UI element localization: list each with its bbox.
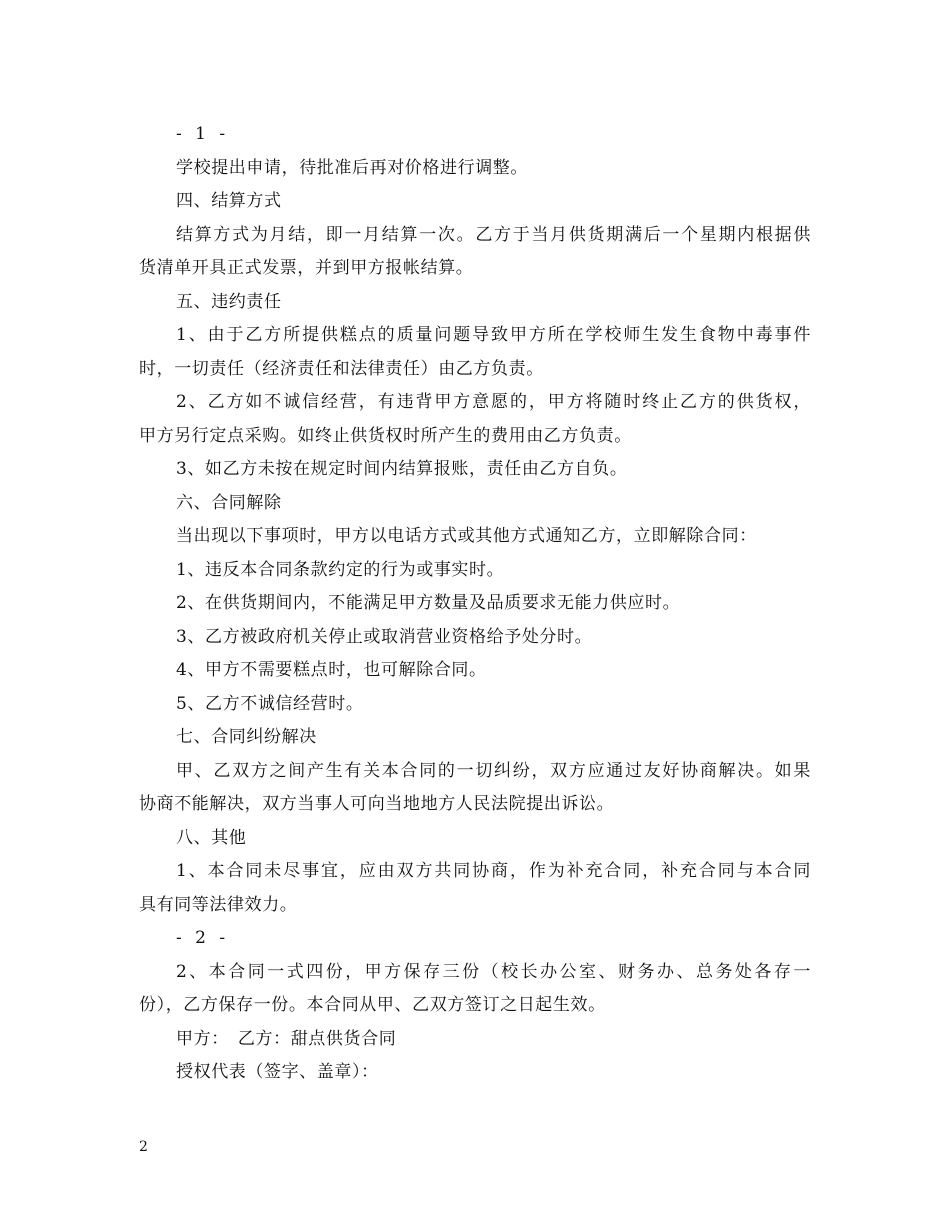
footer-page-number: 2 — [139, 1139, 148, 1155]
text-line: 八、其他 — [176, 827, 247, 848]
text-line: 结算方式为月结，即一月结算一次。乙方于当月供货期满后一个星期内根据供 — [176, 224, 811, 245]
text-line: 四、结算方式 — [176, 191, 282, 211]
text-line: 份），乙方保存一份。本合同从甲、乙双方签订之日起生效。 — [139, 995, 606, 1015]
text-line: 2、在供货期间内，不能满足甲方数量及品质要求无能力供应时。 — [176, 593, 681, 613]
text-line: 甲方另行定点采购。如终止供货权时所产生的费用由乙方负责。 — [139, 425, 632, 446]
text-line: 2、本合同一式四份，甲方保存三份（校长办公室、财务办、总务处各存一 — [176, 961, 811, 982]
text-line: 具有同等法律效力。 — [139, 894, 298, 915]
text-line: 甲方： 乙方：甜点供货合同 — [176, 1028, 397, 1049]
text-line: 2、乙方如不诚信经营，有违背甲方意愿的，甲方将随时终止乙方的供货权， — [176, 392, 811, 412]
text-line: 当出现以下事项时，甲方以电话方式或其他方式通知乙方，立即解除合同： — [176, 526, 757, 546]
text-line: 1、由于乙方所提供糕点的质量问题导致甲方所在学校师生发生食物中毒事件 — [176, 325, 811, 345]
text-line: 货清单开具正式发票，并到甲方报帐结算。 — [139, 258, 474, 278]
text-line: 4、甲方不需要糕点时，也可解除合同。 — [176, 660, 487, 680]
text-line: 1、本合同未尽事宜，应由双方共同协商，作为补充合同，补充合同与本合同 — [176, 861, 811, 881]
text-line: 1、违反本合同条款约定的行为或事实时。 — [176, 559, 505, 580]
page-marker: - 1 - — [176, 124, 230, 144]
text-line: 时，一切责任（经济责任和法律责任）由乙方负责。 — [139, 358, 544, 379]
text-line: 5、乙方不诚信经营时。 — [176, 693, 364, 714]
text-line: 甲、乙双方之间产生有关本合同的一切纠纷，双方应通过友好协商解决。如果 — [176, 760, 811, 781]
text-line: 授权代表（签字、盖章）： — [176, 1062, 379, 1082]
text-line: 六、合同解除 — [176, 492, 282, 513]
page-marker: - 2 - — [176, 928, 230, 948]
text-line: 七、合同纠纷解决 — [176, 727, 317, 747]
text-line: 3、乙方被政府机关停止或取消营业资格给予处分时。 — [176, 626, 593, 647]
text-line: 学校提出申请，待批准后再对价格进行调整。 — [176, 157, 528, 178]
document-body — [139, 118, 811, 1090]
text-line: 协商不能解决，双方当事人可向当地地方人民法院提出诉讼。 — [139, 794, 615, 814]
text-line: 五、违约责任 — [176, 291, 282, 312]
text-line: 3、如乙方未按在规定时间内结算报账，责任由乙方自负。 — [176, 459, 628, 479]
